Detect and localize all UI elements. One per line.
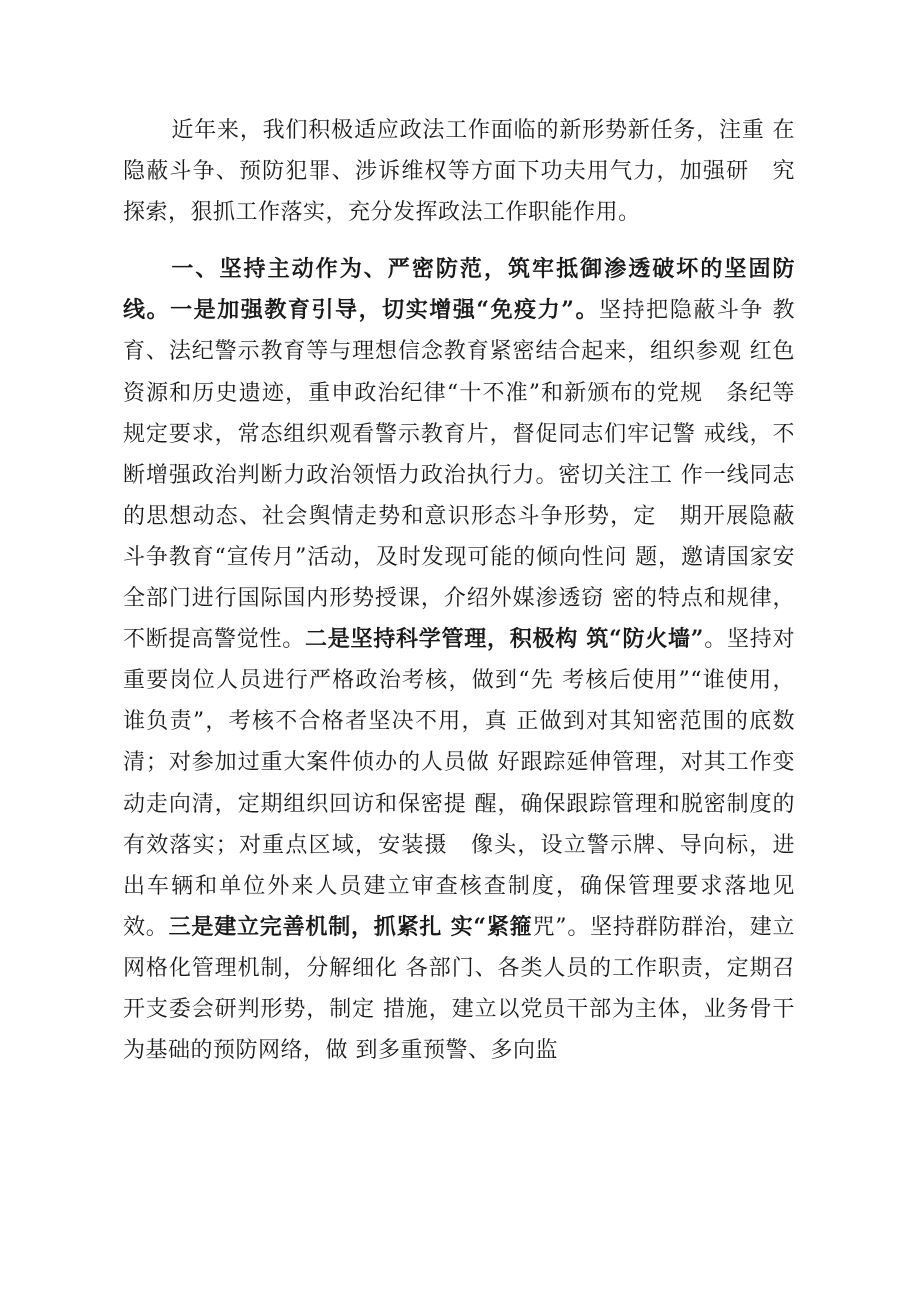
point-1-title: 一是加强教育引导，切实增强“免疫力”。 <box>170 297 600 324</box>
point-3-title: 三是建立完善机制，抓紧扎 实“紧箍 <box>168 913 533 940</box>
point-3-body: 咒”。坚持群防群治，建立网格化管理机制，分解细化 各部门、各类人员的工作职责，定期召开支委会研判形势，制定 措施，建立以党员干部为主体，业务骨干为基础的预防网络，做 到多重预警、多向监 <box>123 914 795 1064</box>
document-body <box>123 110 818 1071</box>
intro-paragraph: 近年来，我们积极适应政法工作面临的新形势新任务，注重 在隐蔽斗争、预防犯罪、涉诉维权等方面下功夫用气力，加强研 究探索，狠抓工作落实，充分发挥政法工作职能作用。 <box>123 118 795 226</box>
section-1-heading: 一、坚持主动作为、严密防范，筑牢抵御渗透破坏的坚固防 线。 <box>123 256 818 324</box>
point-2-body: 。坚持对重要岗位人员进行严格政治考核，做到“先 考核后使用”“谁使用，谁负责”，考核不合格者坚决不用，真 正做到对其知密范围的底数清；对参加过重大案件侦办的人员做 好跟踪延伸管理，对其工作变动走向清，定期组织回访和保密提 醒，确保跟踪管理和脱密制度的有效落实；对重点区域，安装摄 像头，设立警示牌、导向标，进出车辆和单位外来人员建立审查核查制度，确保管理要求落地见效。 <box>123 627 795 940</box>
point-2-title: 二是坚持科学管理，积极构 筑“防火墙” <box>305 626 704 653</box>
point-1-body: 坚持把隐蔽斗争 教育、法纪警示教育等与理想信念教育紧密结合起来，组织参观 红色资源和历史遗迹，重申政治纪律“十不准”和新颁布的党规 条纪等规定要求，常态组织观看警示教育片，督促同志们牢记警 戒线，不断增强政治判断力政治领悟力政治执行力。密切关注工 作一线同志的思想动态、社会舆情走势和意识形态斗争形势，定 期开展隐蔽斗争教育“宣传月”活动，及时发现可能的倾向性问 题，邀请国家安全部门进行国际国内形势授课，介绍外媒渗透窃 密的特点和规律，不断提高警觉性。 <box>123 298 795 653</box>
section-1-paragraph <box>123 249 818 1071</box>
